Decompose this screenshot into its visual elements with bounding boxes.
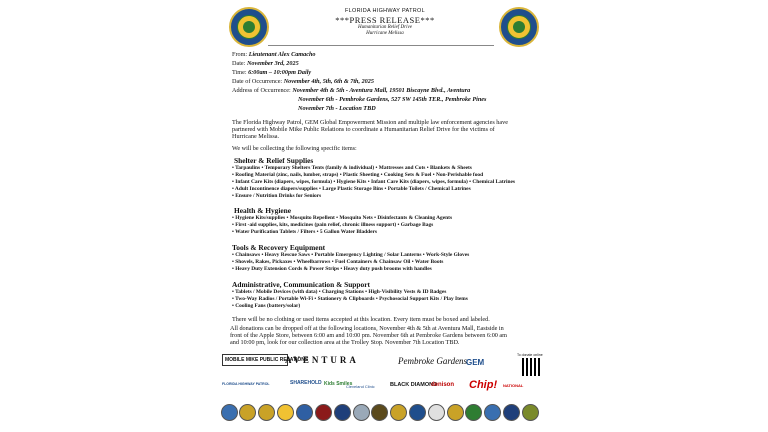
collecting-intro: We will be collecting the following specific items:	[232, 145, 357, 152]
shelter-line-4: • Adult Incontinence diapers/supplies • Large Plastic Storage Bins • Portable Toilets / Chemical Latrines	[232, 186, 471, 192]
shelter-line-1: • Tarpaulins • Temporary Shelters Tents (family & individual) • Mattresses and Cots • Blankets & Sheets	[232, 165, 472, 171]
shelter-line-2: • Roofing Material (zinc, nails, lumber, straps) • Plastic Sheeting • Cooking Sets & Fuel • Non-Perishable food	[232, 172, 484, 178]
agency-badge-icon	[334, 404, 351, 421]
intro-line-3: Hurricane Melissa.	[232, 133, 280, 140]
mobile-mike-logo: MOBILE MIKE PUBLIC RELATIONS	[222, 354, 288, 366]
press-release-title: ***PRESS RELEASE***	[335, 15, 435, 25]
agency-badge-icon	[409, 404, 426, 421]
cleveland-clinic-logo: Cleveland Clinic	[346, 384, 375, 389]
chip-logo: Chip!	[469, 379, 498, 391]
shelter-heading: Shelter & Relief Supplies	[234, 156, 314, 165]
pembroke-gardens-logo: Pembroke Gardens	[398, 356, 468, 366]
national-logo: NATIONAL	[503, 383, 524, 388]
agency-badge-icon	[239, 404, 256, 421]
tools-line-3: • Heavy Duty Extension Cords & Power Strips • Heavy duty push brooms with handles	[232, 266, 432, 272]
header-subtitle-1: Humanitarian Relief Drive	[358, 25, 412, 30]
agency-badge-icon	[258, 404, 275, 421]
address-row: Address of Occurrence: November 4th & 5th - Aventura Mall, 19501 Biscayne Blvd., Aventura	[232, 87, 471, 94]
gem-logo: GEM	[466, 358, 485, 367]
time-row: Time: 6:00am – 10:00pm Daily	[232, 69, 312, 76]
agency-badge-icon	[428, 404, 445, 421]
intro-line-1: The Florida Highway Patrol, GEM Global Empowerment Mission and multiple law enforcement agencies have	[232, 119, 508, 126]
address-line-2: November 6th - Pembroke Gardens, 527 SW 145th TER., Pembroke Pines	[298, 96, 487, 103]
agency-badge-icon	[522, 404, 539, 421]
qr-code-icon[interactable]	[522, 358, 540, 376]
black-diamond-logo: BLACK DIAMOND	[390, 382, 438, 388]
occurrence-date-value: November 4th, 5th, 6th & 7th, 2025	[283, 78, 374, 85]
org-name: FLORIDA HIGHWAY PATROL	[345, 8, 425, 14]
comms-line-1: • Tablets / Mobile Devices (with data) • Charging Stations • High-Visibility Vests & ID Badges	[232, 289, 447, 295]
agency-badge-icon	[503, 404, 520, 421]
kids-smiles-logo: Kids Smiles	[324, 381, 353, 387]
date-value: November 3rd, 2025	[246, 60, 299, 67]
address-line-3: November 7th - Location TBD	[298, 105, 376, 112]
from-row: From: Lieutenant Alex Camacho	[232, 51, 316, 58]
time-value: 6:00am – 10:00pm Daily	[248, 69, 312, 76]
agency-badge-icon	[353, 404, 370, 421]
health-line-1: • Hygiene Kits/supplies • Mosquito Repellent • Mosquito Nets • Disinfectants & Cleaning Agents	[232, 215, 453, 221]
agency-badge-icon	[465, 404, 482, 421]
from-value: Lieutenant Alex Camacho	[248, 51, 316, 58]
fhp-seal-left-icon	[229, 7, 269, 47]
footer-line-4: and 10:00 pm, look for our collection area at the Trolley Stop. November 7th Location TBD.	[230, 339, 460, 346]
agency-badge-icon	[296, 404, 313, 421]
fhp-logo: FLORIDA HIGHWAY PATROL	[222, 382, 270, 386]
agency-badge-icon	[221, 404, 238, 421]
comms-line-2: • Two-Way Radios / Portable Wi-Fi • Stationery & Clipboards • Psychosocial Support Kits / Play Items	[232, 296, 468, 302]
agency-badge-icon	[371, 404, 388, 421]
sharehold-logo: SHAREHOLD	[290, 380, 322, 386]
shelter-line-5: • Ensure / Nutrition Drinks for Seniors	[232, 193, 322, 199]
footer-line-2: All donations can be dropped off at the following locations, November 4th & 5th at Aventura Mall, Eastside in	[230, 325, 504, 332]
agency-badge-icon	[315, 404, 332, 421]
donate-online-label: To donate online	[517, 353, 543, 357]
footer-line-1: There will be no clothing or used items accepted at this location. Every item must be boxed and labeled.	[232, 316, 490, 323]
footer-line-3: front of the Apple Store, between 6:00 am and 10:00 pm. November 6th at Pembroke Gardens between 6:00 am	[230, 332, 507, 339]
health-line-3: • Water Purification Tablets / Filters • 5 Gallon Water Bladders	[232, 229, 378, 235]
tools-heading: Tools & Recovery Equipment	[232, 243, 326, 252]
fhp-seal-right-icon	[499, 7, 539, 47]
agency-badge-icon	[447, 404, 464, 421]
agency-badge-icon	[484, 404, 501, 421]
occurrence-date-row: Date of Occurrence: November 4th, 5th, 6th & 7th, 2025	[232, 78, 374, 85]
agency-badge-icon	[277, 404, 294, 421]
health-line-2: • First -aid supplies, kits, medicines (pain relief, chronic illness support) • Garbage Bags	[232, 222, 434, 228]
agency-badge-icon	[390, 404, 407, 421]
date-row: Date: November 3rd, 2025	[232, 60, 299, 67]
aventura-logo: AVENTURA	[285, 355, 359, 365]
comms-heading: Administrative, Communication & Support	[232, 280, 370, 289]
tools-line-1: • Chainsaws • Heavy Rescue Saws • Portable Emergency Lighting / Solar Lanterns • Work-Style Gloves	[232, 252, 470, 258]
address-line-1: November 4th & 5th - Aventura Mall, 19501 Biscayne Blvd., Aventura	[292, 87, 471, 94]
intro-line-2: partnered with Mobile Mike Public Relations to coordinate a Humanitarian Relief Drive for the victims of	[232, 126, 495, 133]
health-heading: Health & Hygiene	[234, 206, 292, 215]
header-divider	[268, 45, 494, 46]
shelter-line-3: • Infant Care Kits (diapers, wipes, formula) • Hygiene Kits • Infant Care Kits (diapers, wipes, formula) • Chemical Latrines	[232, 179, 516, 185]
denison-logo: denison	[431, 382, 455, 388]
header-subtitle-2: Hurricane Melissa	[366, 31, 404, 36]
tools-line-2: • Shovels, Rakes, Pickaxes • Wheelbarrows • Fuel Containers & Chainsaw Oil • Water Boots	[232, 259, 444, 265]
comms-line-3: • Cooling Fans (battery/solar)	[232, 303, 301, 309]
